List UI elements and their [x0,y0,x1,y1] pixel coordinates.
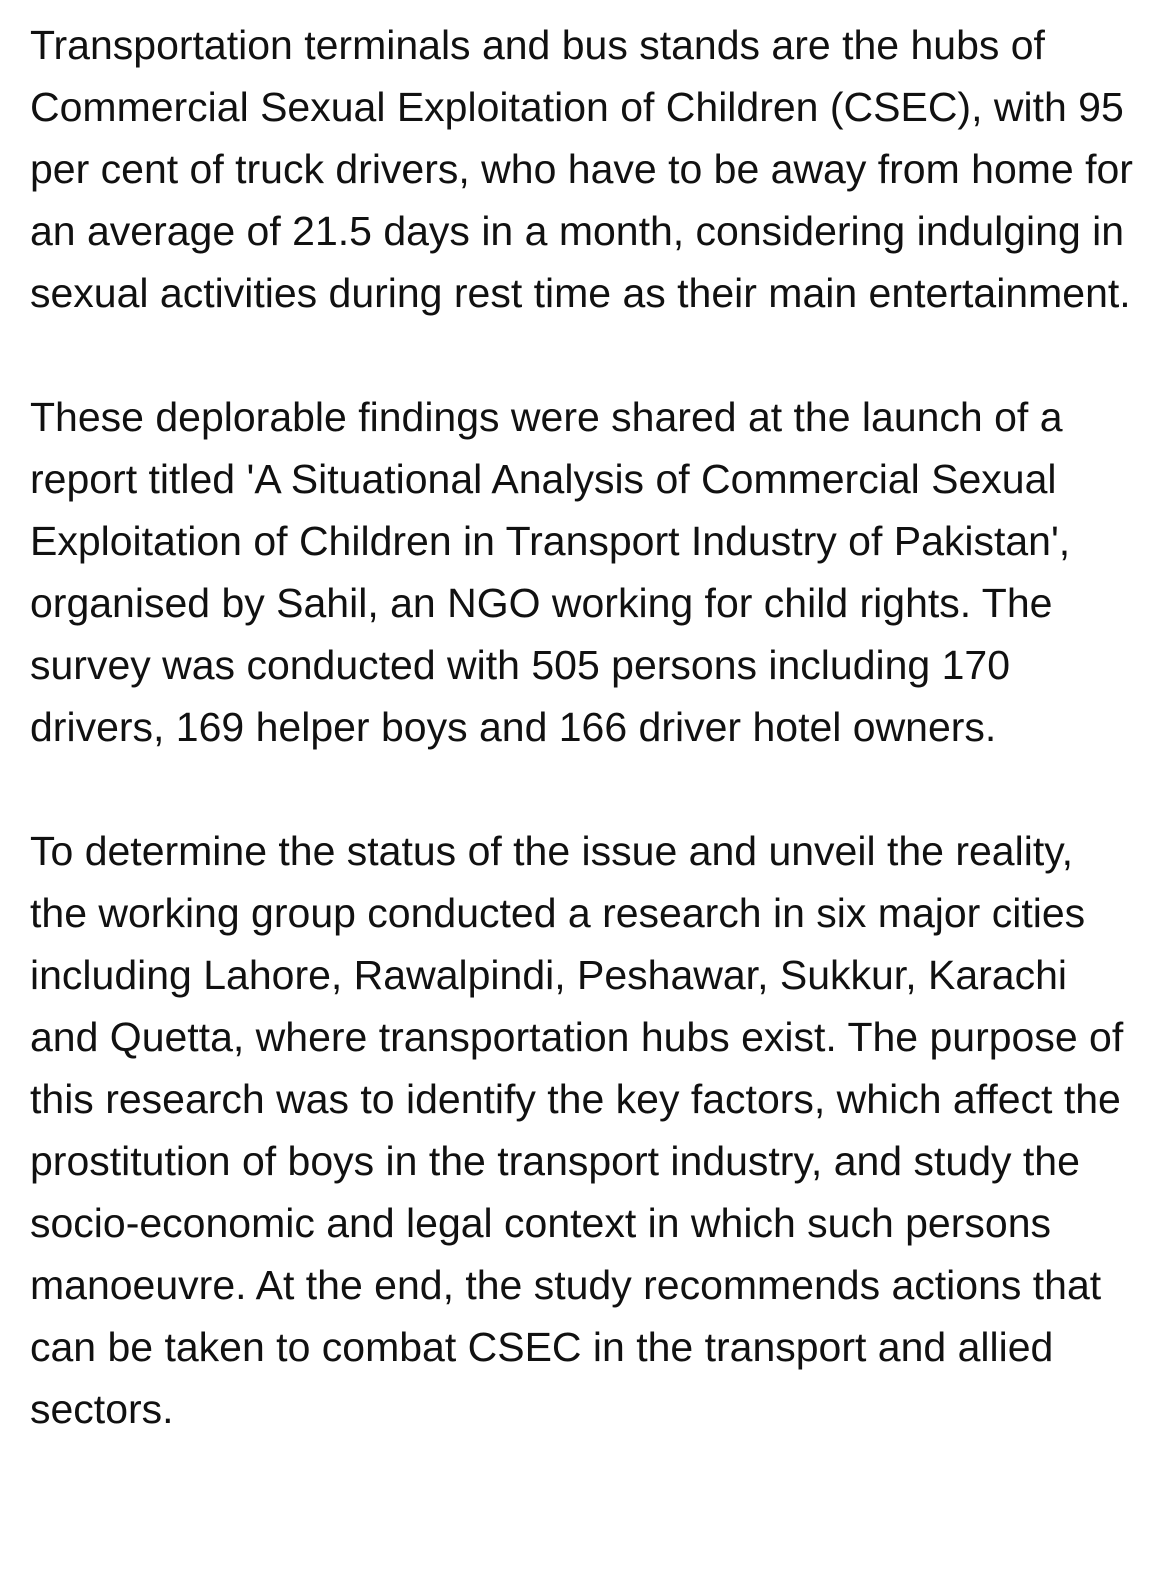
article-paragraph: To determine the status of the issue and unveil the reality, the working group conducted a research in six major cities including Lahore, Rawalpindi, Peshawar, Sukkur, Karachi and Quetta, where transportation hubs exist. The purpose of this research was to identify the key factors, which affect the prostitution of boys in the transport industry, and study the socio-economic and legal context in which such persons manoeuvre. At the end, the study recommends actions that can be taken to combat CSEC in the transport and allied sectors. [30,828,1124,1432]
article-body [30,14,1140,1440]
article-paragraph: These deplorable findings were shared at the launch of a report titled 'A Situational Analysis of Commercial Sexual Exploitation of Children in Transport Industry of Pakistan', organised by Sahil, an NGO working for child rights. The survey was conducted with 505 persons including 170 drivers, 169 helper boys and 166 driver hotel owners. [30,394,1071,750]
article-paragraph: Transportation terminals and bus stands are the hubs of Commercial Sexual Exploitation of Children (CSEC), with 95 per cent of truck drivers, who have to be away from home for an average of 21.5 days in a month, considering indulging in sexual activities during rest time as their main entertainment. [30,22,1133,316]
